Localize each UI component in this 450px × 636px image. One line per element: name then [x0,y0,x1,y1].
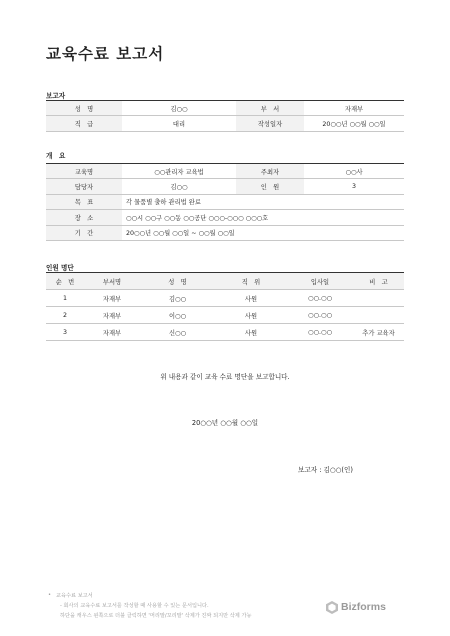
headcount-value: 3 [304,179,404,194]
headcount-label: 인 원 [236,179,304,194]
note-cell [353,307,404,324]
bizforms-logo [326,600,386,614]
position-cell: 사원 [215,290,287,307]
department-cell: 자재부 [84,324,140,341]
place-label: 장 소 [46,210,122,225]
report-statement: 위 내용과 같이 교육 수료 명단을 보고합니다. [160,373,290,381]
footer-title: 교육수료 보고서 [56,593,93,599]
place-value: ○○시 ○○구 ○○동 ○○공단 ○○○-○○○ ○○○호 [122,210,404,225]
seq-cell: 1 [46,290,84,307]
col-hire-date: 입사일 [287,273,353,290]
period-value: 20○○년 ○○월 ○○일 ~ ○○월 ○○일 [122,225,404,240]
footer-bullet: • [48,592,52,598]
document-title: 교육수료 보고서 [46,45,165,63]
col-note: 비 고 [353,273,404,290]
course-value: ○○관리자 교육법 [122,164,236,179]
logo-text: Bizforms [341,601,386,613]
name-label: 성 명 [46,101,122,116]
reporter-signature: 보고자 : 김○○(인) [298,466,353,474]
col-position: 직 위 [215,273,287,290]
reporter-section-heading: 보고자 [46,92,66,100]
organizer-label: 주최자 [236,164,304,179]
department-cell: 자재부 [84,290,140,307]
overview-row [46,194,404,209]
goal-label: 목 표 [46,194,122,209]
footer-description: - 회사의 교육수료 보고서를 작성할 때 사용할 수 있는 문서입니다. [60,603,209,609]
manager-label: 담당자 [46,179,122,194]
hire-date-cell: ○○.○○ [287,290,353,307]
hire-date-cell: ○○.○○ [287,307,353,324]
written-date-value: 20○○년 ○○월 ○○일 [304,116,404,131]
reporter-table [46,100,404,132]
seq-cell: 3 [46,324,84,341]
name-value: 김○○ [122,101,236,116]
table-row [46,307,404,324]
seq-cell: 2 [46,307,84,324]
people-table [46,272,404,341]
overview-section-heading: 개 요 [46,152,66,160]
department-label: 부 서 [236,101,304,116]
bizforms-logo-icon [326,601,338,614]
period-label: 기 간 [46,225,122,240]
col-seq: 순 번 [46,273,84,290]
hire-date-cell: ○○.○○ [287,324,353,341]
name-cell: 신○○ [140,324,215,341]
report-date: 20○○년 ○○월 ○○일 [191,419,259,427]
col-name: 성 명 [140,273,215,290]
note-cell: 추가 교육자 [353,324,404,341]
table-row [46,324,404,341]
position-cell: 사원 [215,307,287,324]
name-cell: 김○○ [140,290,215,307]
col-department: 부서명 [84,273,140,290]
reporter-row [46,116,404,131]
overview-row [46,164,404,179]
note-cell [353,290,404,307]
organizer-value: ○○사 [304,164,404,179]
overview-row [46,225,404,240]
people-header-row [46,273,404,290]
footer-note: 하단을 캐우스 왼쪽으로 더블 클릭하면 '머리말/꼬리말' 삭제가 진짜 되지만 삭제 가능 [60,613,252,619]
goal-value: 각 물품별 출하 관리법 완료 [122,194,404,209]
rank-label: 직 급 [46,116,122,131]
rank-value: 대리 [122,116,236,131]
manager-value: 김○○ [122,179,236,194]
written-date-label: 작성일자 [236,116,304,131]
overview-row [46,179,404,194]
position-cell: 사원 [215,324,287,341]
department-value: 자재부 [304,101,404,116]
table-row [46,290,404,307]
course-label: 교육명 [46,164,122,179]
name-cell: 이○○ [140,307,215,324]
reporter-row [46,101,404,116]
department-cell: 자재부 [84,307,140,324]
people-section-heading: 인원 명단 [46,264,74,272]
overview-table [46,163,404,241]
overview-row [46,210,404,225]
